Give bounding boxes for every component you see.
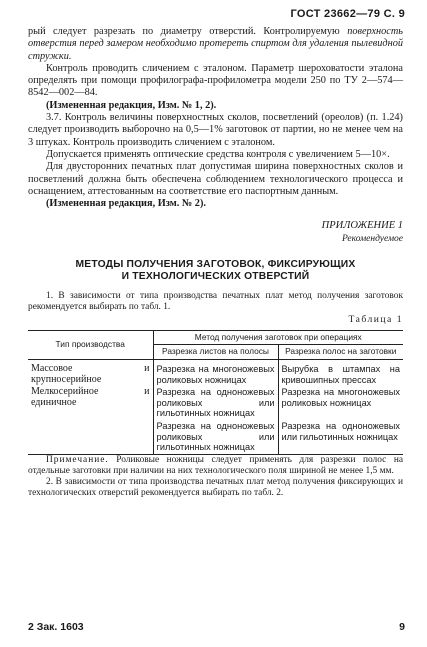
- table-row: Массовое и крупносерийное Разрезка на многоножевых роликовых ножницах Вырубка в штампах на кривошипных прессах: [28, 359, 403, 386]
- paragraph-two-sided: Для двусторонних печатных плат допустимая ширина поверхностных сколов и посветлений должна быть обеспечена соблюдением технологического процесса и оснащением, аттестованным на соответствие его паспортным данным.: [28, 161, 403, 197]
- methods-table: [28, 330, 403, 455]
- appendix-title: ПРИЛОЖЕНИЕ 1: [321, 220, 403, 232]
- page-footer: [28, 621, 405, 633]
- order-number: 2 Зак. 1603: [28, 621, 84, 633]
- paragraph-intro: 1. В зависимости от типа производства печатных плат метод получения заготовок рекомендуется выбирать по табл. 1.: [28, 291, 403, 313]
- document-body: [28, 26, 403, 500]
- paragraph-continuation: рый следует разрезать по диаметру отверстий. Контролируемую поверхность отверстия перед замером необходимо протереть спиртом для удаления пылевидной стружки.: [28, 26, 403, 62]
- paragraph-optical: Допускается применять оптические средства контроля с увеличением 5—10×.: [46, 148, 390, 160]
- table-caption: Таблица 1: [348, 314, 403, 326]
- paragraph-last: 2. В зависимости от типа производства печатных плат метод получения фиксирующих и технологических отверстий рекомендуется выбирать по табл. 2.: [28, 477, 403, 499]
- page-number: 9: [399, 621, 405, 633]
- table-row: Разрезка на одноножевых роликовых или гильотинных ножницах Разрезка на одноножевых или гильотинных ножницах: [28, 420, 403, 454]
- col-header-method: Метод получения заготовок при операциях: [153, 330, 403, 345]
- table-row: Мелкосерийное и единичное Разрезка на одноножевых роликовых или гильотинных ножницах Разрезка на многоножевых роликовых ножницах: [28, 386, 403, 420]
- col-header-sheets: Разрезка листов на полосы: [153, 345, 278, 360]
- col-header-type: Тип производства: [28, 330, 153, 359]
- page-header: ГОСТ 23662—79 С. 9: [290, 8, 405, 20]
- appendix-subtitle: Рекомендуемое: [341, 233, 403, 244]
- appendix-label: [28, 220, 403, 245]
- edit-note-2: (Измененная редакция, Изм. № 2).: [46, 198, 206, 210]
- col-header-strips: Разрезка полос на заготовки: [278, 345, 403, 360]
- edit-note-1: (Измененная редакция, Изм. № 1, 2).: [46, 99, 217, 111]
- section-title: МЕТОДЫ ПОЛУЧЕНИЯ ЗАГОТОВОК, ФИКСИРУЮЩИХ И ТЕХНОЛОГИЧЕСКИХ ОТВЕРСТИЙ: [75, 259, 356, 283]
- paragraph-3-7: 3.7. Контроль величины поверхностных сколов, посветлений (ореолов) (п. 1.24) следует производить выборочно на 0,5—1% заготовок от партии, но не менее чем на 3 штуках. Контроль производить сличением с эталоном.: [28, 112, 403, 148]
- table-note: Примечание. Роликовые ножницы следует применять для разрезки полос на отдельные заготовки при наличии на них технологического поля шириной не менее 1,5 мм.: [28, 454, 403, 476]
- paragraph-etalon-control: Контроль проводить сличением с эталоном. Параметр шероховатости эталона определять при помощи профилографа-профилометра модели 250 по ТУ 2—574—8542—002—84.: [28, 62, 403, 99]
